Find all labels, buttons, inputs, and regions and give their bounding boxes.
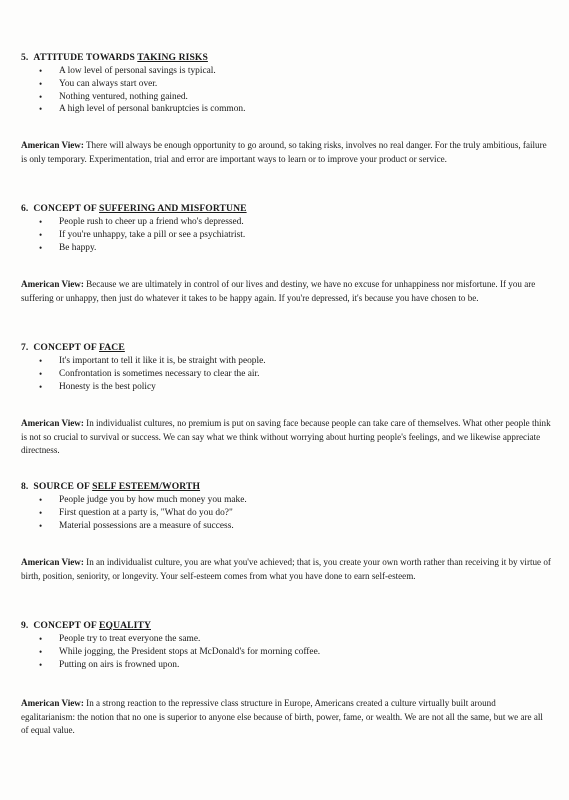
list-item: • Material possessions are a measure of success. bbox=[39, 520, 551, 533]
section-title: ATTITUDE TOWARDS bbox=[33, 52, 138, 63]
list-item: • People try to treat everyone the same. bbox=[39, 633, 551, 646]
section-heading bbox=[21, 342, 551, 354]
american-view-paragraph bbox=[21, 556, 551, 583]
american-view-label: American View: bbox=[21, 418, 84, 428]
section-heading bbox=[21, 52, 551, 64]
bullet-list bbox=[21, 633, 551, 671]
american-view-paragraph bbox=[21, 139, 551, 166]
section-equality bbox=[21, 620, 551, 671]
section-suffering bbox=[21, 203, 551, 254]
american-view-label: American View: bbox=[21, 140, 84, 150]
american-view-text: In an individualist culture, you are what you've achieved; that is, you create your own worth rather than receiving it by virtue of birth, position, seniority, or longevity. Your self-esteem comes from what you have done to earn self-esteem. bbox=[21, 557, 551, 581]
section-title: CONCEPT OF bbox=[33, 342, 100, 353]
bullet-list bbox=[21, 355, 551, 393]
american-view-paragraph bbox=[21, 697, 551, 738]
list-item: • You can always start over. bbox=[39, 78, 551, 91]
american-view-text: There will always be enough opportunity to go around, so taking risks, involves no real danger. For the truly ambitious, failure is only temporary. Experimentation, trial and error are important ways to learn or to improve your product or service. bbox=[21, 140, 547, 164]
section-title-underlined: SUFFERING AND MISFORTUNE bbox=[99, 203, 247, 214]
american-view-label: American View: bbox=[21, 698, 84, 708]
list-item: • Honesty is the best policy bbox=[39, 381, 551, 394]
section-title-underlined: FACE bbox=[99, 342, 125, 353]
section-number: 6. bbox=[21, 203, 29, 214]
list-item: • People judge you by how much money you make. bbox=[39, 494, 551, 507]
american-view-text: In a strong reaction to the repressive class structure in Europe, Americans created a culture virtually built around egalitarianism: the notion that no one is superior to anyone else because of birth, power, fame, or wealth. We are not all the same, but we are all of equal value. bbox=[21, 698, 543, 736]
list-item: • Confrontation is sometimes necessary to clear the air. bbox=[39, 368, 551, 381]
list-item: • A low level of personal savings is typical. bbox=[39, 65, 551, 78]
section-title-underlined: EQUALITY bbox=[99, 620, 151, 631]
list-item: • Nothing ventured, nothing gained. bbox=[39, 91, 551, 104]
section-number: 9. bbox=[21, 620, 29, 631]
american-view-label: American View: bbox=[21, 557, 84, 567]
section-title-underlined: SELF ESTEEM/WORTH bbox=[92, 481, 201, 492]
american-view-label: American View: bbox=[21, 279, 84, 289]
list-item: • People rush to cheer up a friend who's depressed. bbox=[39, 216, 551, 229]
section-taking-risks bbox=[21, 52, 551, 116]
section-number: 7. bbox=[21, 342, 29, 353]
section-heading bbox=[21, 481, 551, 493]
bullet-list bbox=[21, 216, 551, 254]
section-title: CONCEPT OF bbox=[33, 203, 100, 214]
section-heading bbox=[21, 203, 551, 215]
list-item: • A high level of personal bankruptcies is common. bbox=[39, 103, 551, 116]
list-item: • If you're unhappy, take a pill or see a psychiatrist. bbox=[39, 229, 551, 242]
section-title: CONCEPT OF bbox=[33, 620, 100, 631]
american-view-paragraph bbox=[21, 278, 551, 305]
list-item: • It's important to tell it like it is, be straight with people. bbox=[39, 355, 551, 368]
american-view-text: Because we are ultimately in control of our lives and destiny, we have no excuse for unhappiness nor misfortune. If you are suffering or unhappy, then just do whatever it takes to be happy again. If you're depressed, it's because you have chosen to be. bbox=[21, 279, 536, 303]
section-title-underlined: TAKING RISKS bbox=[137, 52, 208, 63]
american-view-text: In individualist cultures, no premium is put on saving face because people can take care of themselves. What other people think is not so crucial to survival or success. We can say what we think without worrying about hurting people's feelings, and we likewise appreciate directness. bbox=[21, 418, 551, 456]
list-item: • Be happy. bbox=[39, 242, 551, 255]
section-face bbox=[21, 342, 551, 393]
section-title: SOURCE OF bbox=[33, 481, 93, 492]
list-item: • First question at a party is, "What do you do?" bbox=[39, 507, 551, 520]
list-item: • While jogging, the President stops at McDonald's for morning coffee. bbox=[39, 646, 551, 659]
section-number: 5. bbox=[21, 52, 29, 63]
section-number: 8. bbox=[21, 481, 29, 492]
section-heading bbox=[21, 620, 551, 632]
list-item: • Putting on airs is frowned upon. bbox=[39, 659, 551, 672]
american-view-paragraph bbox=[21, 417, 551, 458]
bullet-list bbox=[21, 494, 551, 532]
section-self-esteem bbox=[21, 481, 551, 532]
bullet-list bbox=[21, 65, 551, 116]
